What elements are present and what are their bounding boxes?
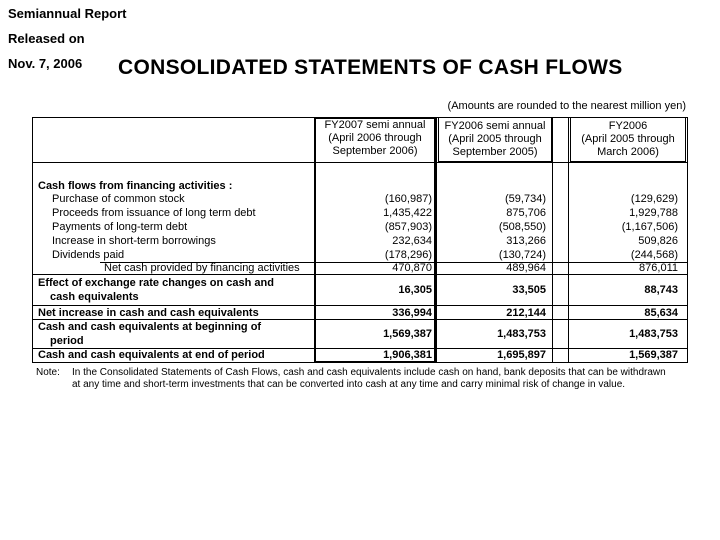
net-increase-label: Net increase in cash and cash equivalents: [38, 307, 259, 319]
row-value-fy2007-semi: 1,435,422: [383, 207, 432, 219]
beginning-fy2007-semi: 1,569,387: [383, 328, 432, 340]
row-value-fy2006: (244,568): [630, 249, 678, 261]
column-header-line: FY2007 semi annual: [324, 119, 426, 131]
amount-note: (Amounts are rounded to the nearest million yen): [447, 100, 686, 112]
column-header-fy2006: [570, 117, 686, 162]
column-header-line: September 2005): [452, 146, 538, 158]
fx-label-line1: Effect of exchange rate changes on cash and: [38, 277, 274, 289]
row-value-fy2006: 509,826: [638, 235, 678, 247]
row-value-fy2007-semi: (160,987): [384, 193, 432, 205]
row-value-fy2006-semi: (508,550): [498, 221, 546, 233]
beginning-label-line2: period: [50, 335, 84, 347]
fx-fy2007-semi: 16,305: [398, 284, 432, 296]
net-financing-fy2006: 876,011: [639, 262, 678, 274]
col-divider: [568, 117, 569, 363]
row-value-fy2007-semi: (178,296): [384, 249, 432, 261]
row-label: Dividends paid: [52, 249, 125, 261]
report-type: Semiannual Report: [8, 6, 127, 21]
note-line2: at any time and short-term investments that can be converted into cash at any time and carry minimal risk of change in value.: [72, 379, 626, 390]
row-value-fy2006: (129,629): [630, 193, 678, 205]
net-increase-fy2006-semi: 212,144: [506, 307, 546, 319]
row-label: Purchase of common stock: [52, 193, 185, 205]
column-header-fy2006-semi: [438, 117, 552, 162]
release-date: Nov. 7, 2006: [8, 56, 83, 71]
fx-label-line2: cash equivalents: [50, 291, 139, 303]
column-header-line: (April 2005 through: [581, 133, 675, 145]
column-header-line: (April 2005 through: [448, 133, 542, 145]
section-heading: Cash flows from financing activities :: [38, 180, 233, 192]
row-value-fy2007-semi: 232,634: [392, 235, 432, 247]
beginning-label-line1: Cash and cash equivalents at beginning of: [38, 321, 262, 333]
row-label: Payments of long-term debt: [52, 221, 188, 233]
net-financing-fy2006-semi: 489,964: [506, 262, 546, 274]
fx-fy2006-semi: 33,505: [512, 284, 546, 296]
ending-fy2006: 1,569,387: [629, 349, 678, 361]
net-financing-fy2007-semi: 470,870: [392, 262, 432, 274]
net-increase-fy2006: 85,634: [644, 307, 678, 319]
page-title: CONSOLIDATED STATEMENTS OF CASH FLOWS: [118, 56, 623, 79]
row-value-fy2006-semi: (130,724): [498, 249, 546, 261]
row-value-fy2006: 1,929,788: [629, 207, 678, 219]
row-value-fy2006: (1,167,506): [621, 221, 678, 233]
net-increase-fy2007-semi: 336,994: [392, 307, 432, 319]
row-label: Increase in short-term borrowings: [52, 235, 216, 247]
col-divider: [436, 117, 437, 363]
note-label: Note:: [36, 367, 60, 378]
net-financing-label: Net cash provided by financing activities: [104, 262, 300, 274]
row-value-fy2006-semi: 875,706: [506, 207, 546, 219]
ending-fy2006-semi: 1,695,897: [497, 349, 546, 361]
beginning-fy2006-semi: 1,483,753: [497, 328, 546, 340]
column-header-line: March 2006): [597, 146, 659, 158]
beginning-fy2006: 1,483,753: [629, 328, 678, 340]
ending-label: Cash and cash equivalents at end of period: [38, 349, 265, 361]
released-label: Released on: [8, 31, 85, 46]
column-header-line: FY2006: [608, 120, 648, 132]
ending-fy2007-semi: 1,906,381: [383, 349, 432, 361]
row-value-fy2006-semi: 313,266: [506, 235, 546, 247]
row-value-fy2007-semi: (857,903): [384, 221, 432, 233]
col-divider: [552, 117, 553, 363]
column-header-fy2007-semi: [314, 117, 436, 162]
column-header-line: (April 2006 through: [328, 132, 422, 144]
column-header-line: FY2006 semi annual: [444, 120, 546, 132]
note-line1: In the Consolidated Statements of Cash Flows, cash and cash equivalents include cash on hand, bank deposits that can be withdrawn: [72, 367, 666, 378]
fx-fy2006: 88,743: [644, 284, 678, 296]
row-value-fy2006-semi: (59,734): [505, 193, 546, 205]
row-label: Proceeds from issuance of long term debt: [52, 207, 256, 219]
column-header-line: September 2006): [332, 145, 418, 157]
